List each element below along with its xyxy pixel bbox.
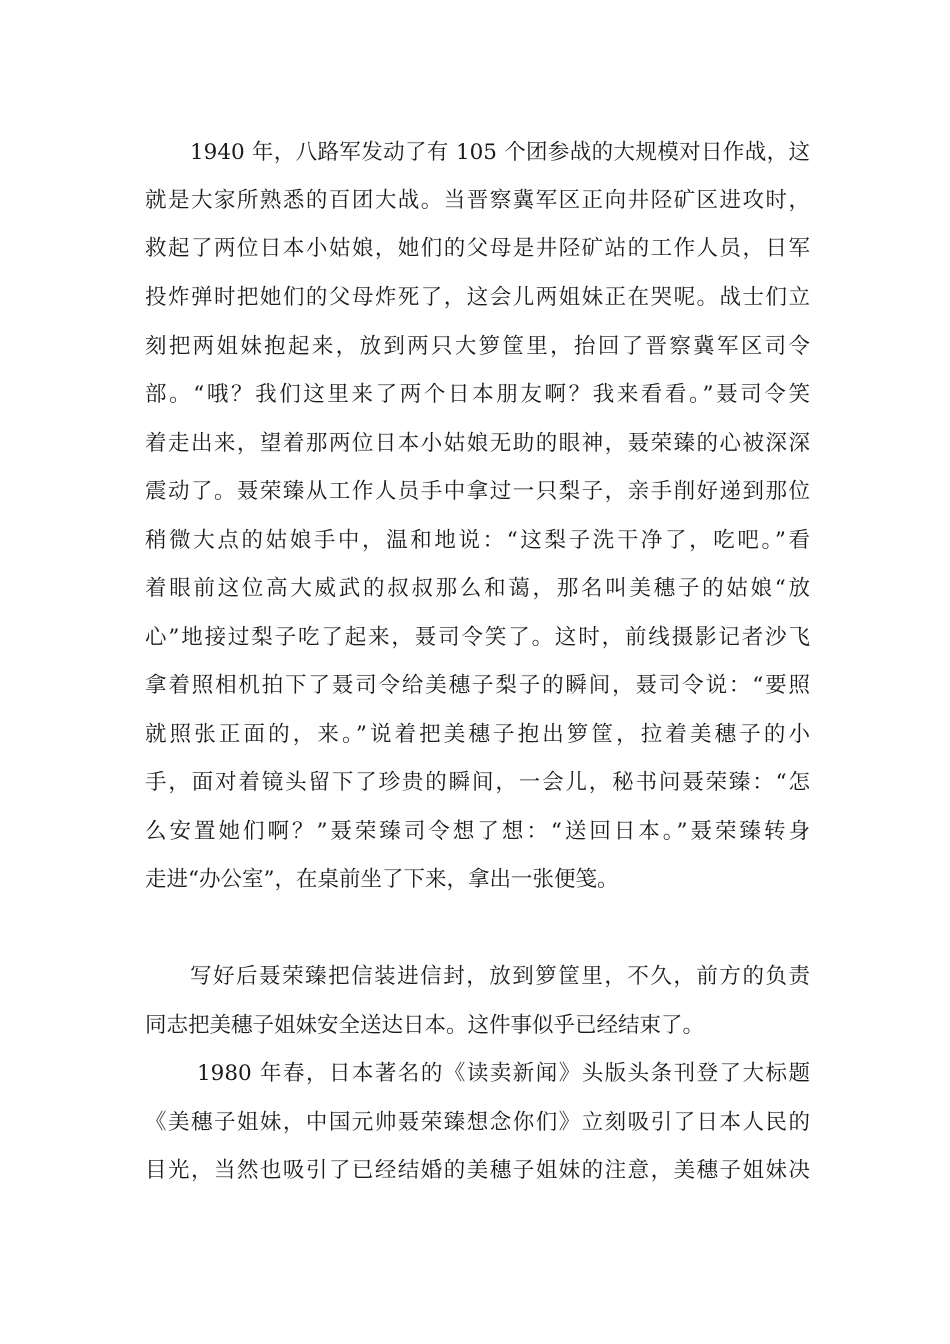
text-line: 走进“办公室”，在桌前坐了下来，拿出一张便笺。 bbox=[145, 867, 619, 892]
text-line: 《美穗子姐妹，中国元帅聂荣臻想念你们》立刻吸引了日本人民的 bbox=[145, 1110, 810, 1135]
text-line: 稍微大点的姑娘手中，温和地说：“这梨子洗干净了，吃吧。”看 bbox=[145, 528, 810, 553]
text-line: 刻把两姐妹抱起来，放到两只大箩筐里，抬回了晋察冀军区司令 bbox=[145, 334, 810, 359]
text-line: 就照张正面的，来。”说着把美穗子抱出箩筐，拉着美穗子的小 bbox=[145, 722, 810, 747]
text-line: 部。“哦？我们这里来了两个日本朋友啊？我来看看。”聂司令笑 bbox=[145, 382, 810, 407]
text-line: 手，面对着镜头留下了珍贵的瞬间，一会儿，秘书问聂荣臻：“怎 bbox=[145, 770, 810, 795]
text-line: 着走出来，望着那两位日本小姑娘无助的眼神，聂荣臻的心被深深 bbox=[145, 431, 810, 456]
text-line: 救起了两位日本小姑娘，她们的父母是井陉矿站的工作人员，日军 bbox=[145, 236, 810, 261]
text-line: 目光，当然也吸引了已经结婚的美穗子姐妹的注意，美穗子姐妹决 bbox=[145, 1158, 810, 1183]
text-line: 着眼前这位高大威武的叔叔那么和蔼，那名叫美穗子的姑娘“放 bbox=[145, 576, 810, 601]
text-line: 心”地接过梨子吃了起来，聂司令笑了。这时，前线摄影记者沙飞 bbox=[145, 625, 810, 650]
text-line: 拿着照相机拍下了聂司令给美穗子梨子的瞬间，聂司令说：“要照 bbox=[145, 673, 810, 698]
text-line: 么安置她们啊？”聂荣臻司令想了想：“送回日本。”聂荣臻转身 bbox=[145, 819, 810, 844]
text-line: 震动了。聂荣臻从工作人员手中拿过一只梨子，亲手削好递到那位 bbox=[145, 479, 810, 504]
text-line: 同志把美穗子姐妹安全送达日本。这件事似乎已经结束了。 bbox=[145, 1013, 705, 1038]
text-line: 就是大家所熟悉的百团大战。当晋察冀军区正向井陉矿区进攻时， bbox=[145, 188, 810, 213]
text-line: 写好后聂荣臻把信装进信封，放到箩筐里，不久，前方的负责 bbox=[190, 964, 810, 989]
text-line: 1940 年，八路军发动了有 105 个团参战的大规模对日作战，这 bbox=[190, 140, 810, 165]
text-line: 投炸弹时把她们的父母炸死了，这会儿两姐妹正在哭呢。战士们立 bbox=[145, 285, 810, 310]
text-line: 1980 年春，日本著名的《读卖新闻》头版头条刊登了大标题 bbox=[197, 1061, 810, 1086]
